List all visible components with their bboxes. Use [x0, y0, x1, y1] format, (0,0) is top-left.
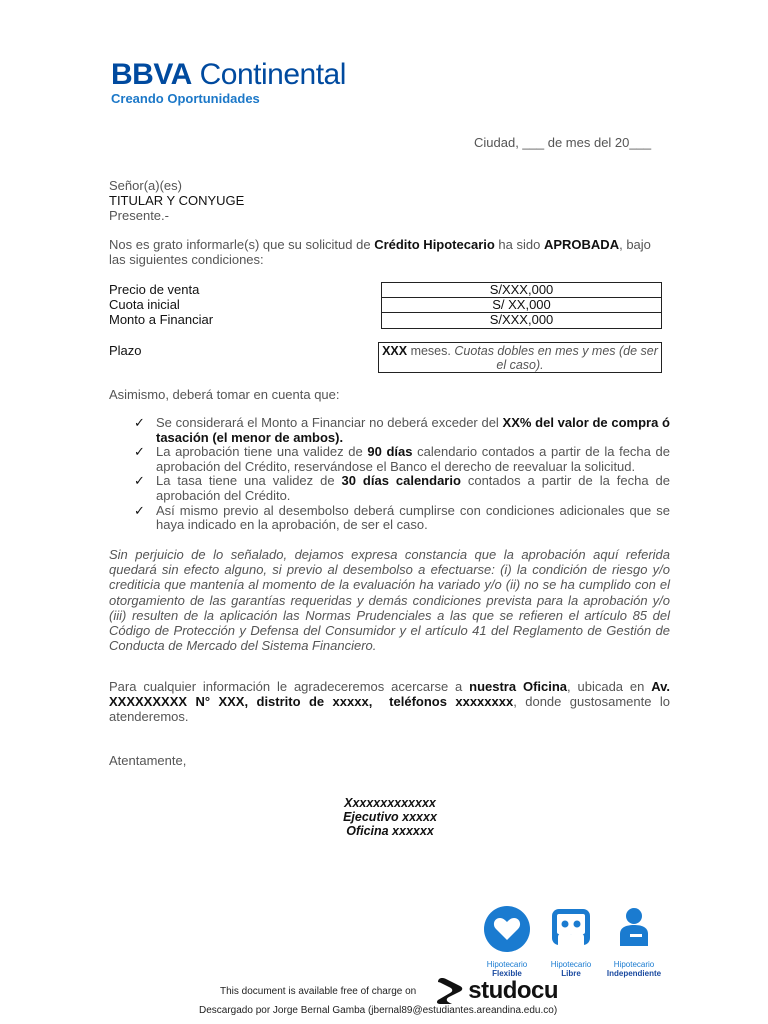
considerations-intro: Asimismo, deberá tomar en cuenta que: [109, 387, 340, 402]
list-item-text: Así mismo previo al desembolso deberá cumplirse con condiciones adicionales que se haya indicado en la aprobación, de ser el caso. [156, 502, 670, 533]
list-item-text [156, 416, 670, 445]
studocu-logo[interactable] [434, 976, 558, 1006]
approval-status: APROBADA [543, 237, 620, 252]
logo-tagline: Creando Oportunidades [111, 91, 260, 106]
conditions-labels [109, 282, 213, 327]
signer-office: Oficina xxxxxx [346, 824, 434, 838]
considerations-list [134, 416, 670, 533]
condition-label-price: Precio de venta [109, 282, 200, 297]
contact-text-3 [372, 694, 389, 709]
check-icon: ✓ [134, 415, 145, 430]
intro-paragraph [109, 237, 670, 267]
contact-text-2: , ubicada en [567, 679, 652, 694]
person-icon [610, 906, 658, 952]
b3-text: La tasa tiene una validez de [156, 473, 342, 489]
condition-value-price: S/XXX,000 [382, 283, 661, 298]
b1-text: Se considerará el Monto a Financiar no deberá exceder del [156, 415, 503, 430]
contact-phones: teléfonos xxxxxxxx [389, 694, 514, 709]
download-notice: Descargado por Jorge Bernal Gamba (jbernal89@estudiantes.areandina.edu.co) [199, 1005, 558, 1016]
list-item [134, 504, 670, 533]
date-line: Ciudad, ___ de mes del 20___ [474, 135, 652, 150]
salutation: Señor(a)(es) [109, 178, 182, 193]
badge-libre [541, 906, 601, 978]
studocu-mark-icon [434, 976, 464, 1006]
greeting-block [109, 178, 244, 223]
badge-flexible [477, 906, 537, 978]
intro-text-3: , bajo las siguientes condiciones: [109, 237, 651, 267]
contact-text-4: , donde gustosamente lo atenderemos. [109, 694, 671, 724]
presente: Presente.- [109, 208, 169, 223]
signer-name: Xxxxxxxxxxxxx [344, 796, 436, 810]
contact-address: Av. XXXXXXXXX N° XXX, distrito de xxxxx, [109, 679, 670, 709]
term-unit: meses. [407, 344, 455, 358]
b3-text-end: contados a partir de la fecha de aprobación del Crédito. [156, 473, 670, 503]
bbva-logo [111, 58, 346, 106]
list-item-text [156, 445, 670, 474]
badge-caption: Hipotecario [486, 960, 528, 969]
intro-text-2: ha sido [494, 237, 544, 252]
badge-independiente [604, 906, 664, 978]
list-item [134, 445, 670, 474]
b2-text: La aprobación tiene una validez de [156, 444, 368, 460]
contact-paragraph [109, 679, 670, 724]
studocu-footer [220, 976, 558, 1006]
badge-caption: Hipotecario [550, 960, 592, 969]
logo-bold: BBVA [111, 58, 192, 91]
condition-label-downpayment: Cuota inicial [109, 297, 180, 312]
badge-title: Independiente [606, 969, 662, 978]
term-value: XXX [382, 344, 408, 358]
heart-icon [483, 906, 531, 952]
contact-office: nuestra Oficina [469, 679, 568, 694]
disclaimer-paragraph: Sin perjuicio de lo señalado, dejamos expresa constancia que la aprobación aquí referida quedará sin efecto alguno, si previo al desembolso a efectuarse: (i) la condición de riesgo y/o crediticia que mantenía al momento de la evaluación ha variado y/o (ii) no se ha cumplido con el otorgamiento de las garantías requeridas y demás condiciones prevista para la aprobación y/o (iii) resulten de la aplicación las Normas Prudenciales a las que se refieren el artículo 85 del Código de Protección y Defensa del Consumidor y el artículo 41 del Reglamento de Gestión de Conducta de Mercado del Sistema Financiero. [109, 547, 670, 654]
signature-block [310, 796, 470, 838]
people-icon [547, 906, 595, 952]
list-item [134, 416, 670, 445]
availability-text: This document is available free of charge on [220, 985, 417, 997]
b3-bold: 30 días calendario [341, 473, 461, 489]
closing: Atentamente, [109, 753, 187, 768]
term-note: Cuotas dobles en mes y mes (de ser el caso). [454, 344, 658, 372]
contact-text-1: Para cualquier información le agradeceremos acercarse a [109, 679, 470, 694]
b2-bold: 90 días [367, 444, 413, 460]
recipient: TITULAR Y CONYUGE [109, 193, 245, 208]
logo-rest: Continental [191, 58, 346, 91]
check-icon: ✓ [134, 444, 145, 460]
condition-value-downpayment: S/ XX,000 [382, 298, 661, 313]
term-box [378, 342, 662, 373]
studocu-wordmark: studocu [468, 977, 559, 1004]
credit-type: Crédito Hipotecario [374, 237, 495, 252]
signer-role: Ejecutivo xxxxx [343, 810, 437, 824]
list-item [134, 474, 670, 503]
check-icon: ✓ [134, 502, 145, 518]
condition-label-financed: Monto a Financiar [109, 312, 214, 327]
badge-title: Libre [561, 969, 581, 978]
list-item-text [156, 474, 670, 503]
term-label: Plazo [109, 343, 142, 358]
check-icon: ✓ [134, 473, 145, 489]
badge-caption: Hipotecario [613, 960, 655, 969]
badge-title: Flexible [492, 969, 522, 978]
condition-value-financed: S/XXX,000 [489, 312, 554, 327]
b1-bold: XX% del valor de compra ó tasación (el menor de ambos). [156, 415, 670, 445]
b2-text-end: calendario contados a partir de la fecha de aprobación del Crédito, reservándose el Banco el derecho de reevaluar la solicitud. [156, 444, 670, 474]
logo-wordmark [111, 58, 346, 92]
intro-text-1: Nos es grato informarle(s) que su solicitud de [109, 237, 375, 252]
conditions-table [381, 282, 662, 329]
